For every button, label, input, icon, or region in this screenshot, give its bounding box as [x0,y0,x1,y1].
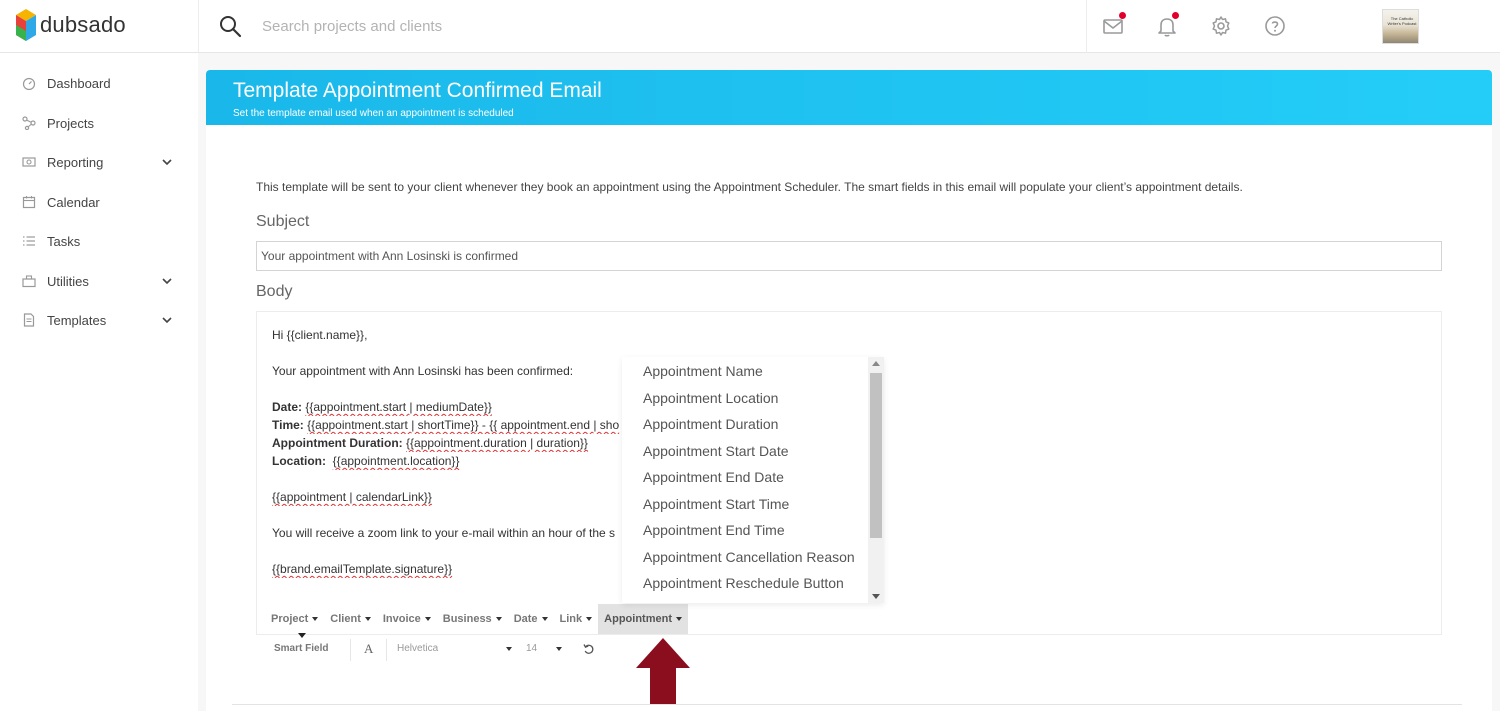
smart-field-toggle[interactable]: Smart Field [274,643,329,654]
smart-field-label: Business [442,613,492,625]
duration-label: Appointment Duration: [272,436,403,450]
undo-icon[interactable] [582,642,596,656]
appointment-dropdown-menu [622,357,884,603]
caret-down-icon [542,617,548,621]
intro-text: This template will be sent to your client whenever they book an appointment using the Appointment Scheduler. The smart fields in this email will populate your client’s appointment details. [256,180,1243,194]
text-style-button[interactable]: A [364,641,374,656]
menu-item[interactable]: Appointment End Date [643,469,784,485]
menu-item[interactable]: Appointment Reschedule Button [643,575,844,591]
sidebar-item-label: Calendar [47,194,100,210]
location-label: Location: [272,454,326,468]
menu-item[interactable]: Appointment Start Time [643,496,790,512]
divider [386,639,387,661]
caret-down-icon [298,633,306,638]
page-title: Template Appointment Confirmed Email [233,79,602,102]
menu-item[interactable]: Appointment Start Date [643,443,789,459]
divider [198,0,199,53]
chevron-down-icon[interactable] [161,156,173,168]
smart-field-link[interactable] [554,604,599,634]
gear-icon[interactable] [1209,14,1233,38]
font-family-select[interactable]: Helvetica [397,643,439,654]
sidebar-item-label: Dashboard [47,75,111,91]
sidebar-item-dashboard[interactable] [0,66,198,100]
dubsado-logo-icon [16,9,36,41]
templates-icon [22,313,36,327]
body-label: Body [256,283,293,300]
caret-down-icon [425,617,431,621]
divider [232,704,1462,705]
caret-down-icon [556,647,562,651]
scroll-up-icon[interactable] [872,361,880,366]
caret-down-icon [365,617,371,621]
caret-down-icon [586,617,592,621]
sidebar-item-calendar[interactable] [0,185,198,219]
top-bar [0,0,1500,53]
smart-field-label: Invoice [382,613,421,625]
logo[interactable] [16,8,126,42]
smart-field-business[interactable] [437,604,508,634]
subject-input[interactable] [256,241,1442,271]
time-label: Time: [272,418,304,432]
dropdown-scrollbar[interactable] [868,357,884,603]
menu-item[interactable]: Appointment Cancellation Reason [643,549,855,565]
annotation-arrow-icon [636,638,690,704]
smart-field: {{appointment.location}} [332,454,460,468]
sidebar-item-label: Reporting [47,154,104,170]
smart-field: {{brand.emailTemplate.signature}} [272,562,453,576]
bell-notification-dot [1172,12,1179,19]
smart-field-label: Project [271,613,309,625]
avatar[interactable] [1382,9,1419,44]
smart-field-bar [265,604,688,634]
card-header [206,70,1492,125]
smart-field-label: Link [559,613,583,625]
chevron-down-icon[interactable] [161,314,173,326]
menu-item[interactable]: Appointment Name [643,363,763,379]
sidebar-item-projects[interactable] [0,106,198,140]
help-icon[interactable] [1263,14,1287,38]
sidebar-item-label: Utilities [47,273,89,289]
body-line: You will receive a zoom link to your e-mail within an hour of the s [272,526,616,540]
smart-field: {{appointment.start | mediumDate}} [305,400,492,414]
search-input[interactable] [262,14,862,38]
body-line: Your appointment with Ann Losinski has been confirmed: [272,364,574,378]
logo-text: dubsado [40,12,126,37]
avatar-text: The Catholic Writer's Podcast [1387,16,1417,26]
sidebar-item-label: Templates [47,312,107,328]
menu-item[interactable]: Appointment Location [643,390,779,406]
sidebar [0,53,198,711]
smart-field: {{appointment.start | shortTime}} - {{ appointment.end | sho [307,418,620,432]
body-line: Hi {{client.name}}, [272,328,368,342]
menu-item[interactable]: Appointment Duration [643,416,779,432]
sidebar-item-utilities[interactable] [0,264,198,298]
dashboard-icon [22,76,36,90]
sidebar-item-label: Tasks [47,233,81,249]
sidebar-item-label: Projects [47,115,94,131]
calendar-icon [22,195,36,209]
caret-down-icon [312,617,318,621]
date-label: Date: [272,400,303,414]
smart-field-date[interactable] [508,604,554,634]
projects-icon [22,116,36,130]
search-icon[interactable] [218,14,242,38]
subject-label: Subject [256,213,310,230]
caret-down-icon [506,647,512,651]
utilities-icon [22,274,36,288]
mail-notification-dot [1119,12,1126,19]
smart-field-client[interactable] [324,604,377,634]
smart-field-project[interactable] [265,604,324,634]
smart-field-invoice[interactable] [377,604,437,634]
menu-item[interactable]: Appointment End Time [643,522,785,538]
sidebar-item-reporting[interactable] [0,145,198,179]
tasks-icon [22,234,36,248]
smart-field: {{appointment.duration | duration}} [406,436,588,450]
scrollbar-thumb[interactable] [870,373,882,538]
smart-field-label: Date [513,613,538,625]
smart-field: {{appointment | calendarLink}} [272,490,432,504]
caret-down-icon [496,617,502,621]
page-subtitle: Set the template email used when an appointment is scheduled [233,108,514,119]
reporting-icon [22,155,36,169]
scroll-down-icon[interactable] [872,594,880,599]
caret-down-icon [676,617,682,621]
smart-field-label: Client [330,613,361,625]
sidebar-item-tasks[interactable] [0,224,198,258]
sidebar-item-templates[interactable] [0,303,198,337]
smart-field-label: Appointment [604,613,672,625]
font-size-select[interactable]: 14 [526,643,538,654]
divider [1086,0,1087,53]
chevron-down-icon[interactable] [161,275,173,287]
divider [350,639,351,661]
smart-field-appointment[interactable] [598,604,688,634]
